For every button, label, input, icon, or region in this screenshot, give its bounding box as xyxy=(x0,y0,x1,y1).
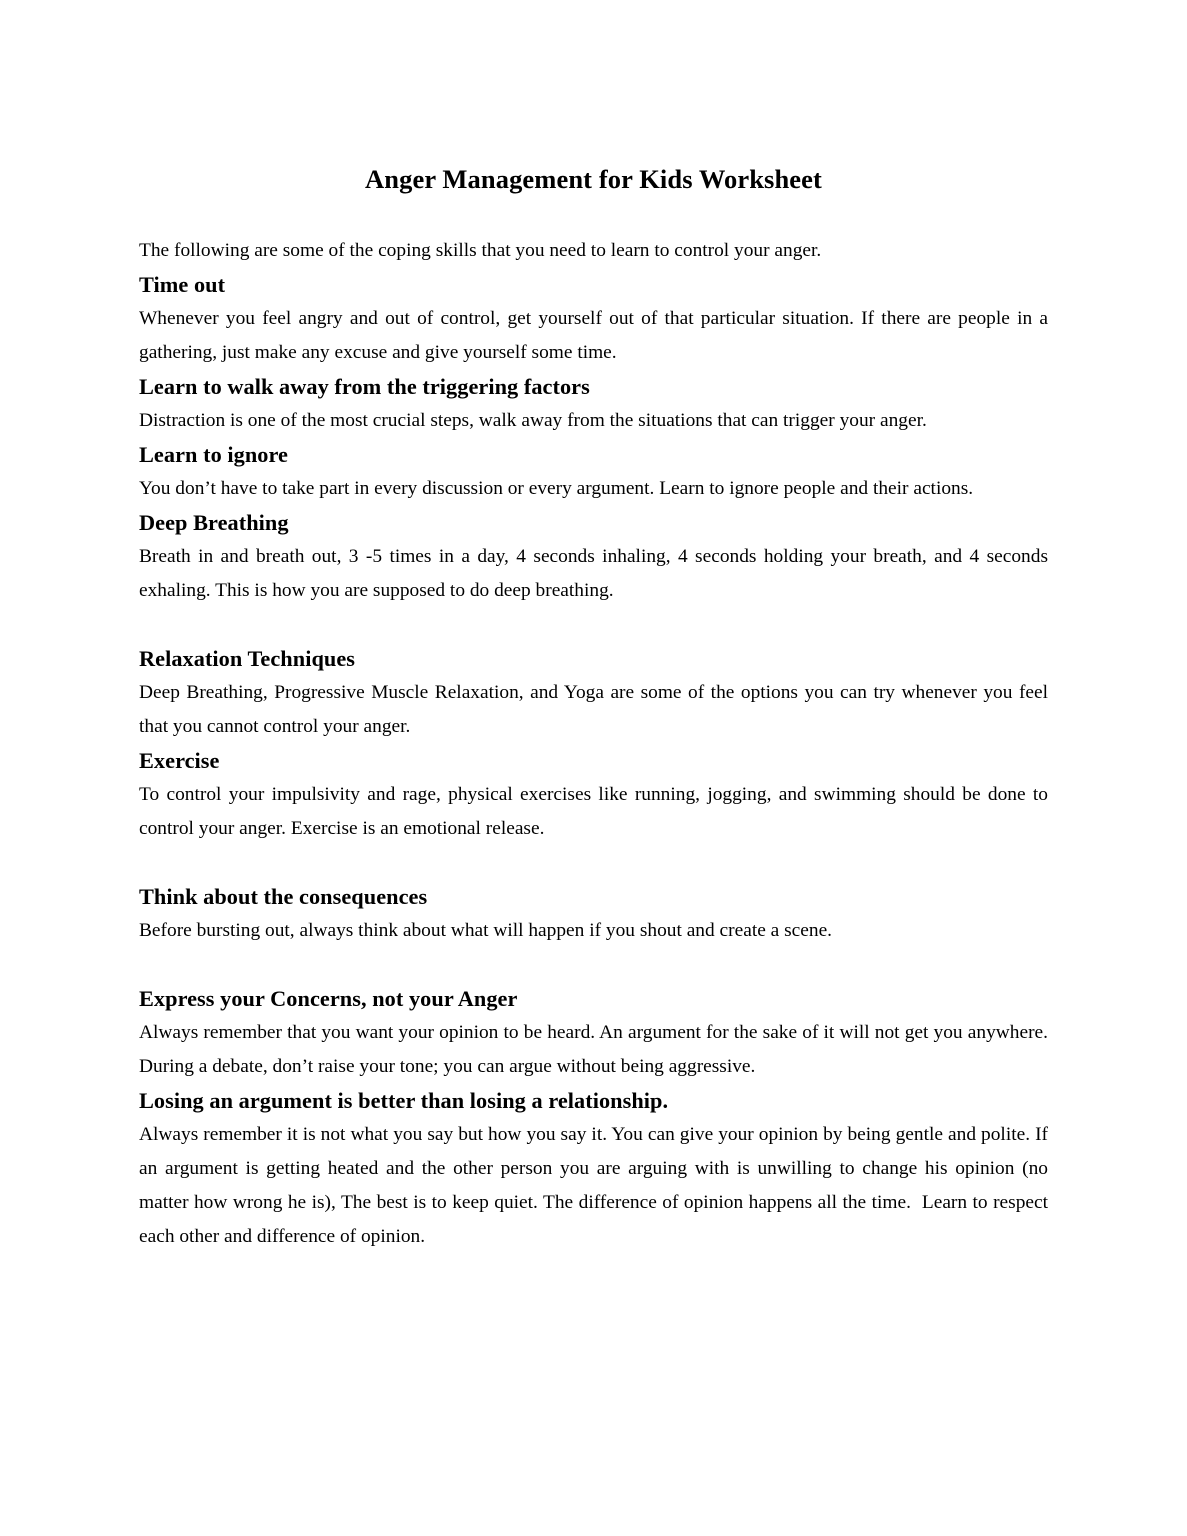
section-body-relaxation-techniques: Deep Breathing, Progressive Muscle Relaxation, and Yoga are some of the options you can try whenever you feel that you cannot control your anger. xyxy=(139,681,1048,737)
section-heading-express-concerns: Express your Concerns, not your Anger xyxy=(139,985,518,1011)
section-heading-exercise: Exercise xyxy=(139,747,220,773)
section-body-deep-breathing: Breath in and breath out, 3 -5 times in a day, 4 seconds inhaling, 4 seconds holding your breath, and 4 seconds exhaling. This is how you are supposed to do deep breathing. xyxy=(139,545,1048,601)
section-heading-losing-an-argument: Losing an argument is better than losing a relationship. xyxy=(139,1087,669,1113)
section-body-learn-to-ignore: You don’t have to take part in every discussion or every argument. Learn to ignore people and their actions. xyxy=(139,477,974,499)
section-body-exercise: To control your impulsivity and rage, physical exercises like running, jogging, and swimming should be done to control your anger. Exercise is an emotional release. xyxy=(139,783,1048,839)
section-body-express-concerns: Always remember that you want your opinion to be heard. An argument for the sake of it will not get you anywhere. During a debate, don’t raise your tone; you can argue without being aggressive. xyxy=(139,1021,1048,1077)
section-heading-relaxation-techniques: Relaxation Techniques xyxy=(139,645,356,671)
section-heading-learn-to-ignore: Learn to ignore xyxy=(139,441,288,467)
document-content xyxy=(139,164,1048,1254)
page-title: Anger Management for Kids Worksheet xyxy=(365,164,822,194)
section-heading-time-out: Time out xyxy=(139,271,226,297)
section-heading-think-about-consequences: Think about the consequences xyxy=(139,883,428,909)
section-body-time-out: Whenever you feel angry and out of control, get yourself out of that particular situation. If there are people in a gathering, just make any excuse and give yourself some time. xyxy=(139,307,1048,363)
section-body-think-about-consequences: Before bursting out, always think about what will happen if you shout and create a scene. xyxy=(139,919,833,941)
section-heading-walk-away: Learn to walk away from the triggering factors xyxy=(139,373,590,399)
section-body-losing-an-argument: Always remember it is not what you say but how you say it. You can give your opinion by being gentle and polite. If an argument is getting heated and the other person you are arguing with is unwilling to change his opinion (no matter how wrong he is), The best is to keep quiet. The difference of opinion happens all the time. Learn to respect each other and difference of opinion. xyxy=(139,1123,1048,1247)
section-body-walk-away: Distraction is one of the most crucial steps, walk away from the situations that can trigger your anger. xyxy=(139,409,927,431)
intro-paragraph: The following are some of the coping skills that you need to learn to control your anger. xyxy=(139,239,822,261)
section-heading-deep-breathing: Deep Breathing xyxy=(139,509,289,535)
